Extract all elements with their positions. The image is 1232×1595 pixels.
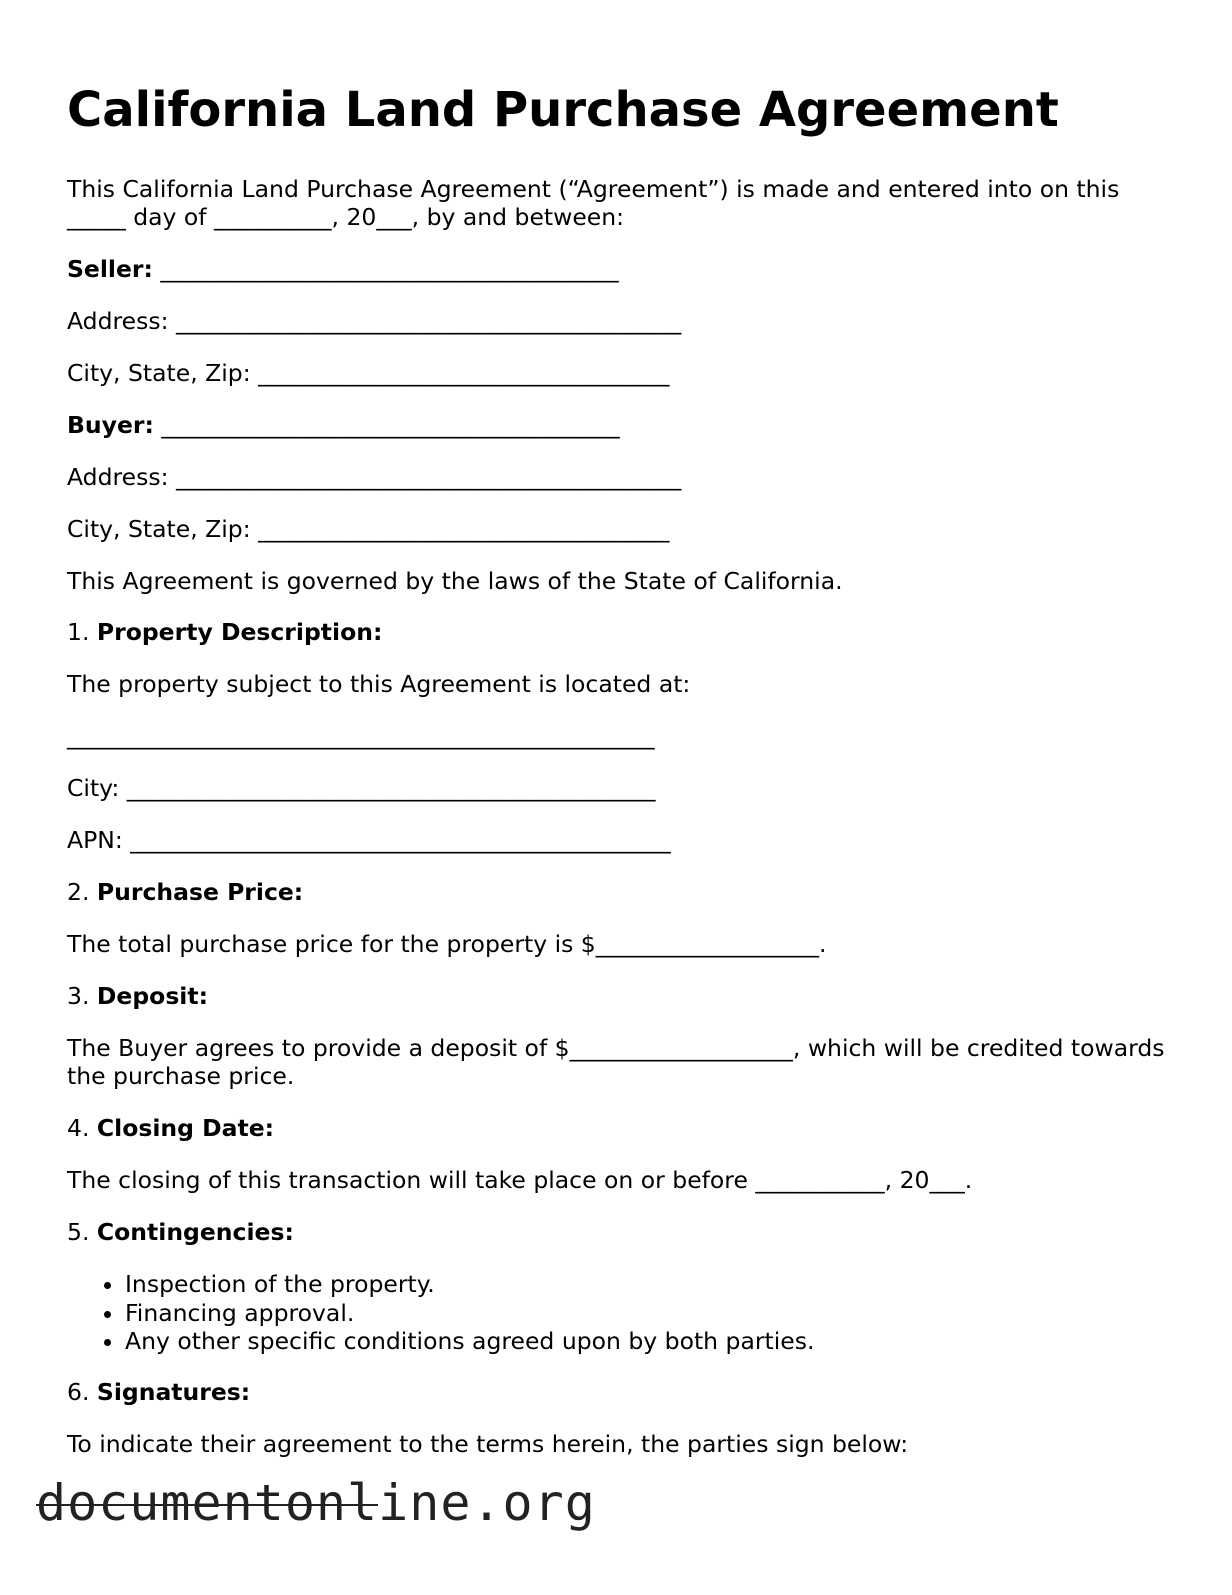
list-item: • Financing approval. [125, 1299, 814, 1328]
property-apn-line [67, 826, 671, 854]
buyer-address-line [67, 463, 681, 491]
buyer-address-blank: ___________________________________________ [176, 463, 682, 491]
section-number: 5. [67, 1218, 90, 1246]
section-heading-property [67, 618, 382, 646]
seller-label: Seller: [67, 255, 153, 283]
seller-city-blank: ___________________________________ [258, 359, 670, 387]
deposit-text: The Buyer agrees to provide a deposit of $___________________, which will be credited towards the purchase price. [67, 1034, 1165, 1090]
section-heading-closing [67, 1114, 274, 1142]
property-city-line [67, 774, 656, 802]
section-number: 6. [67, 1378, 90, 1406]
list-item: • Any other specific conditions agreed upon by both parties. [125, 1327, 814, 1356]
section-title: Closing Date: [96, 1114, 275, 1142]
seller-city-line [67, 359, 669, 387]
document-title: California Land Purchase Agreement [67, 82, 1059, 138]
section-number: 1. [67, 618, 90, 646]
seller-city-label: City, State, Zip: [67, 359, 251, 387]
section-heading-price [67, 878, 303, 906]
buyer-city-blank: ___________________________________ [258, 515, 670, 543]
seller-address-label: Address: [67, 307, 169, 335]
buyer-city-line [67, 515, 669, 543]
price-text: The total purchase price for the property is $___________________. [67, 930, 827, 958]
section-heading-signatures [67, 1378, 250, 1406]
section-title: Signatures: [96, 1378, 251, 1406]
watermark-text-struck: documentonl [36, 1474, 379, 1532]
buyer-address-label: Address: [67, 463, 169, 491]
contingencies-list [67, 1270, 814, 1356]
signatures-text: To indicate their agreement to the terms herein, the parties sign below: [67, 1430, 909, 1458]
section-title: Contingencies: [96, 1218, 294, 1246]
governing-law: This Agreement is governed by the laws of the State of California. [67, 567, 843, 595]
property-location-blank: __________________________________________________ [67, 722, 655, 750]
property-city-blank: _____________________________________________ [126, 774, 656, 802]
buyer-name-blank: _______________________________________ [161, 411, 620, 439]
buyer-line [67, 411, 620, 439]
closing-text: The closing of this transaction will take place on or before ___________, 20___. [67, 1166, 973, 1194]
section-number: 3. [67, 982, 90, 1010]
property-apn-blank: ______________________________________________ [130, 826, 671, 854]
property-apn-label: APN: [67, 826, 123, 854]
section-title: Property Description: [96, 618, 383, 646]
section-title: Deposit: [96, 982, 208, 1010]
seller-name-blank: _______________________________________ [160, 255, 619, 283]
buyer-label: Buyer: [67, 411, 154, 439]
section-number: 4. [67, 1114, 90, 1142]
watermark-logo [36, 1474, 596, 1532]
section-heading-deposit [67, 982, 208, 1010]
section-number: 2. [67, 878, 90, 906]
seller-address-blank: ___________________________________________ [176, 307, 682, 335]
list-item: • Inspection of the property. [125, 1270, 814, 1299]
seller-line [67, 255, 619, 283]
property-text: The property subject to this Agreement is located at: [67, 670, 691, 698]
watermark-text: ine.org [378, 1474, 596, 1532]
section-title: Purchase Price: [96, 878, 304, 906]
property-city-label: City: [67, 774, 120, 802]
seller-address-line [67, 307, 681, 335]
section-heading-contingencies [67, 1218, 294, 1246]
intro-paragraph: This California Land Purchase Agreement (“Agreement”) is made and entered into on this _____ day of __________, 20___, by and between: [67, 175, 1120, 231]
buyer-city-label: City, State, Zip: [67, 515, 251, 543]
